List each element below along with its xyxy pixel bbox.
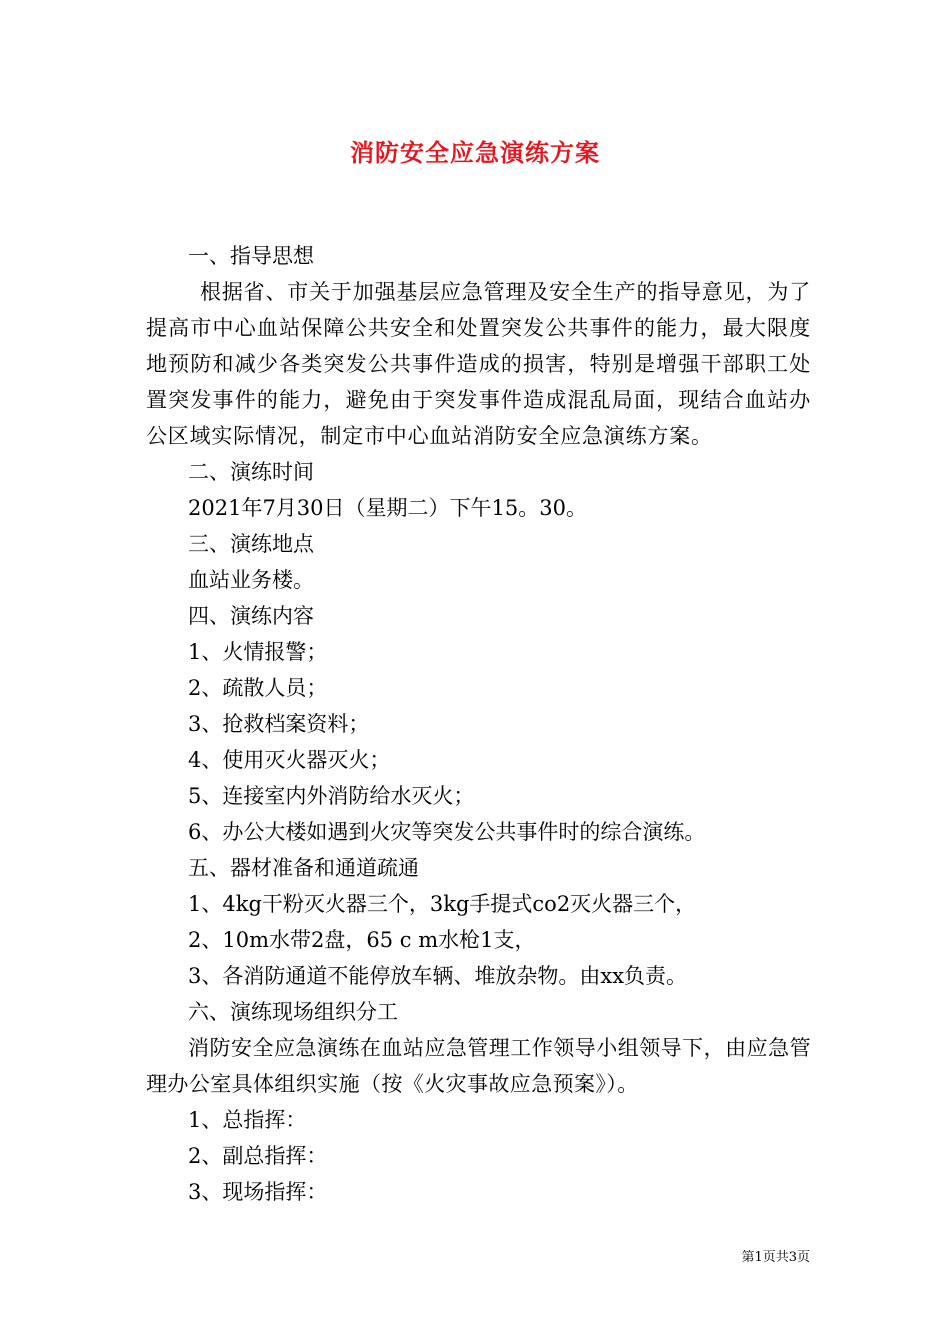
section-heading-drill-content: 四、演练内容: [188, 604, 314, 628]
equipment-item: 2、10m水带2盘，65 c m水枪1支，: [188, 928, 536, 952]
organization-item: 2、副总指挥：: [188, 1144, 328, 1168]
document-body: [146, 238, 811, 1210]
drill-content-item: 4、使用灭火器灭火；: [188, 748, 391, 772]
section-heading-equipment: 五、器材准备和通道疏通: [188, 856, 419, 880]
organization-paragraph: 消防安全应急演练在血站应急管理工作领导小组领导下，由应急管理办公室具体组织实施（按《火灾事故应急预案》）。: [146, 1036, 811, 1096]
drill-content-item: 5、连接室内外消防给水灭火；: [188, 784, 475, 808]
page-number-footer: 第1页共3页: [741, 1250, 810, 1265]
section-heading-organization: 六、演练现场组织分工: [188, 1000, 398, 1024]
drill-content-item: 1、火情报警；: [188, 640, 328, 664]
section-heading-drill-time: 二、演练时间: [188, 460, 314, 484]
drill-location-text: 血站业务楼。: [188, 568, 314, 592]
organization-item: 3、现场指挥：: [188, 1180, 328, 1204]
document-title: 消防安全应急演练方案: [350, 138, 600, 167]
drill-content-item: 2、疏散人员；: [188, 676, 328, 700]
drill-time-text: 2021年7月30日（星期二）下午15。30。: [188, 496, 587, 520]
guiding-idea-paragraph: 根据省、市关于加强基层应急管理及安全生产的指导意见，为了提高市中心血站保障公共安全和处置突发公共事件的能力，最大限度地预防和减少各类突发公共事件造成的损害，特别是增强干部职工处置突发事件的能力，避免由于突发事件造成混乱局面，现结合血站办公区域实际情况，制定市中心血站消防安全应急演练方案。: [146, 280, 811, 448]
equipment-item: 3、各消防通道不能停放车辆、堆放杂物。由xx负责。: [188, 964, 688, 988]
equipment-item: 1、4kg干粉灭火器三个，3kg手提式co2灭火器三个，: [188, 892, 697, 916]
section-heading-guiding-idea: 一、指导思想: [188, 244, 314, 268]
drill-content-item: 3、抢救档案资料；: [188, 712, 370, 736]
section-heading-drill-location: 三、演练地点: [188, 532, 314, 556]
organization-item: 1、总指挥：: [188, 1108, 307, 1132]
drill-content-item: 6、办公大楼如遇到火灾等突发公共事件时的综合演练。: [188, 820, 706, 844]
